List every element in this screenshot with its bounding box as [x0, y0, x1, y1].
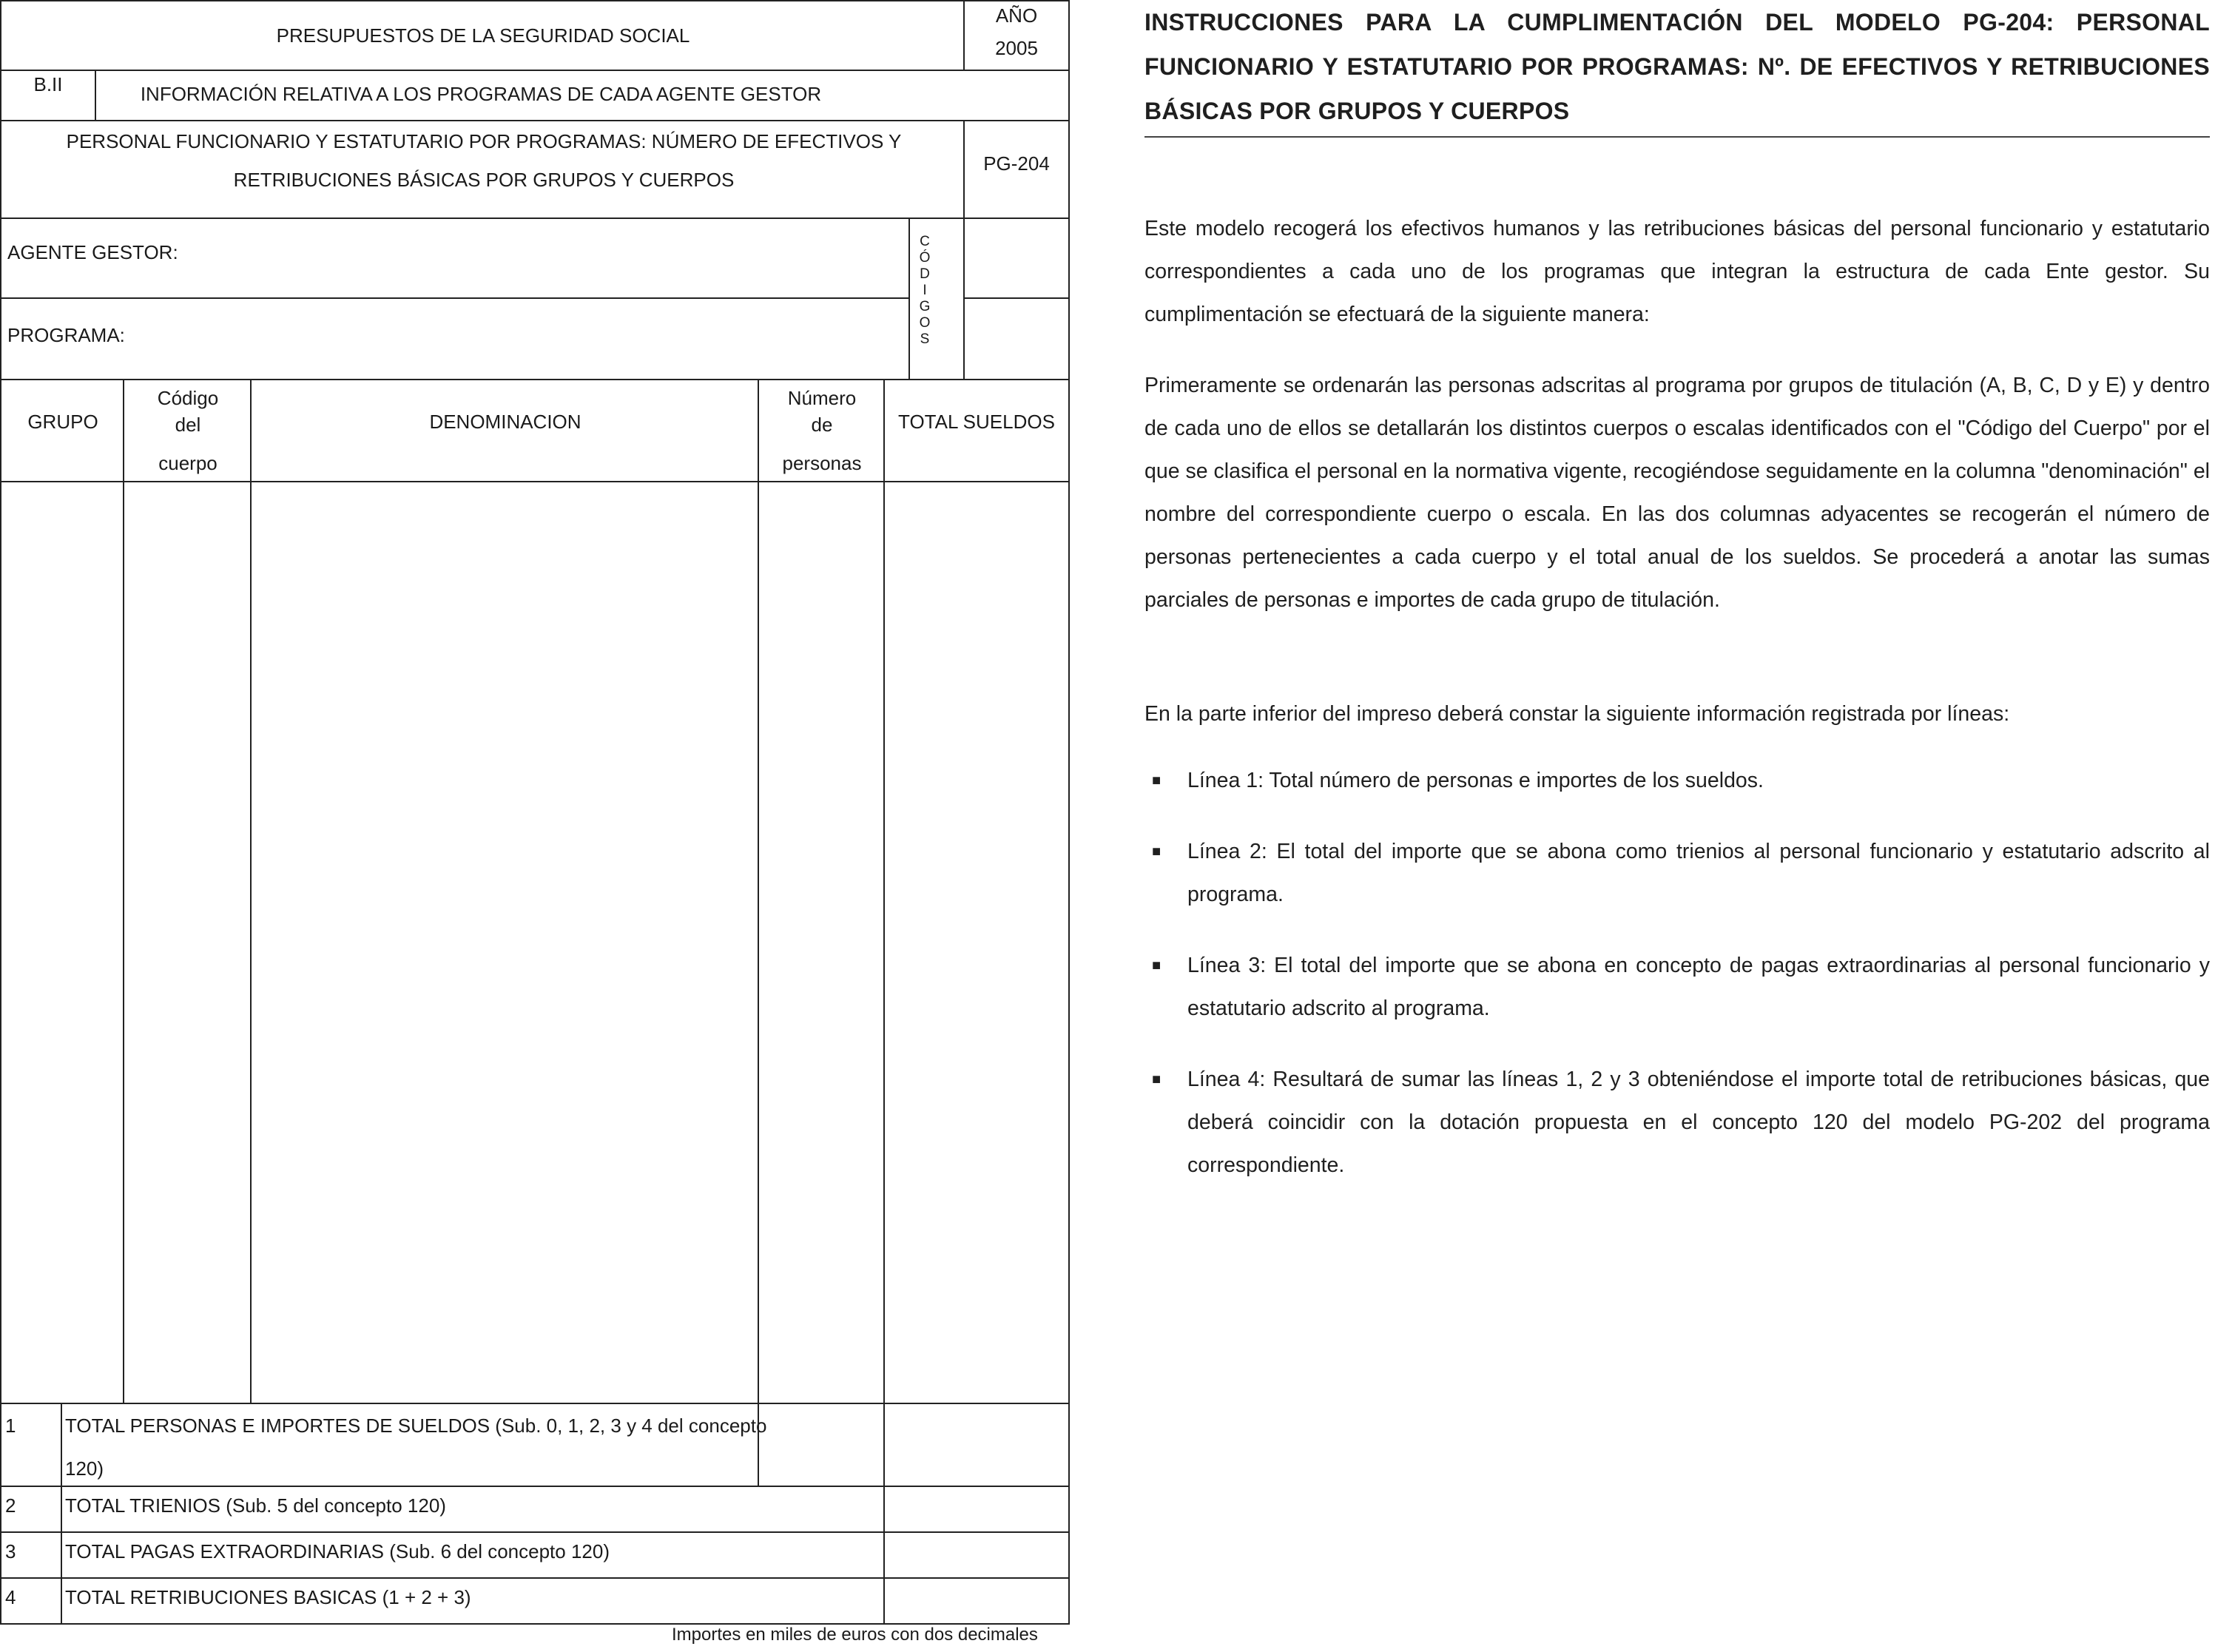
list-item [1144, 1058, 2210, 1187]
model-code-cell [963, 120, 1070, 219]
col-numero-line: Número [787, 387, 857, 409]
col-header-denominacion [250, 379, 759, 482]
instructions-title: INSTRUCCIONES PARA LA CUMPLIMENTACIÓN DEL MODELO PG-204: PERSONAL FUNCIONARIO Y ESTATUTARIO POR PROGRAMAS: Nº. DE EFECTIVOS Y RETRIBUCIONES BÁSICAS POR GRUPOS Y CUERPOS [1144, 9, 2210, 124]
bullet-icon: ■ [1152, 843, 1162, 860]
col-numero-line: personas [782, 452, 862, 474]
col-codigo-line: del [175, 414, 201, 436]
section-code-cell [1, 70, 96, 120]
codes-letter: I [923, 283, 927, 298]
list-item [1144, 830, 2210, 916]
total-row-3 [0, 1531, 885, 1579]
form-pg204 [0, 0, 1070, 1652]
section-title: INFORMACIÓN RELATIVA A LOS PROGRAMAS DE CADA AGENTE GESTOR [140, 83, 822, 105]
list-item [1144, 944, 2210, 1030]
total-sueldos-column-body[interactable] [883, 481, 1070, 1404]
codes-letter: S [920, 331, 930, 347]
codes-letter: G [919, 299, 931, 314]
total-row-number: 4 [5, 1586, 16, 1608]
year-value: 2005 [995, 37, 1038, 59]
form-header-title: PRESUPUESTOS DE LA SEGURIDAD SOCIAL [276, 24, 690, 47]
year-cell [963, 0, 1070, 71]
col-header-numero [758, 379, 885, 482]
total-row-number: 2 [5, 1494, 16, 1517]
agent-code-field[interactable] [963, 218, 1070, 299]
col-numero-line: de [811, 414, 833, 436]
section-row [0, 70, 1070, 121]
total-row-1-personas[interactable] [758, 1403, 885, 1487]
section-code: B.II [33, 73, 63, 95]
instructions-paragraph-lines: En la parte inferior del impreso deberá constar la siguiente información registrada por líneas: [1144, 702, 2010, 726]
col-grupo-label: GRUPO [27, 411, 98, 433]
total-row-4-importe[interactable] [883, 1577, 1070, 1625]
codes-vertical-label [917, 234, 932, 348]
model-code: PG-204 [983, 152, 1050, 175]
agent-gestor-label: AGENTE GESTOR: [7, 241, 178, 263]
codes-letter: Ó [919, 250, 931, 266]
col-header-grupo [0, 379, 124, 482]
instructions-paragraph-detail: Primeramente se ordenarán las personas adscritas al programa por grupos de titulación (A, B, C, D y E) y dentro de cada uno de ellos se detallarán los distintos cuerpos o escalas identificados con el "Código del Cuerpo" por el que se clasifica el personal en la normativa vigente, recogiéndose seguidamente en la columna "denominación" el nombre del correspondiente cuerpo o escala. En las dos columnas adyacentes se recogerán el número de personas pertenecientes a cada cuerpo y el total anual de los sueldos. Se procederá a anotar las sumas parciales de personas e importes de cada grupo de titulación. [1144, 374, 2210, 612]
total-row-2-importe[interactable] [883, 1486, 1070, 1533]
total-row-2 [0, 1486, 885, 1533]
bullet-icon: ■ [1152, 957, 1162, 974]
title-divider [1144, 136, 2210, 138]
codes-letter: D [920, 266, 930, 282]
total-row-1 [0, 1403, 767, 1487]
year-label: AÑO [995, 4, 1038, 27]
amounts-footnote: Importes en miles de euros con dos decimales [672, 1625, 1038, 1645]
total-row-label: TOTAL TRIENIOS (Sub. 5 del concepto 120) [65, 1494, 446, 1517]
model-title-line2: RETRIBUCIONES BÁSICAS POR GRUPOS Y CUERPOS [233, 169, 735, 191]
codes-letter: C [920, 234, 930, 249]
col-total-sueldos-label: TOTAL SUELDOS [898, 411, 1055, 433]
col-codigo-line: Código [157, 387, 219, 409]
model-title-cell [0, 120, 965, 219]
list-item-text: Línea 4: Resultará de sumar las líneas 1, 2 y 3 obteniéndose el importe total de retribuciones básicas, que deberá coincidir con la dotación propuesta en el concepto 120 del modelo PG-202 del programa correspondiente. [1187, 1068, 2210, 1177]
list-item-text: Línea 3: El total del importe que se abona en concepto de pagas extraordinarias al personal funcionario y estatutario adscrito al programa. [1187, 954, 2210, 1020]
total-row-number: 1 [5, 1415, 16, 1437]
codigo-column-body[interactable] [123, 481, 252, 1404]
agent-gestor-field[interactable] [0, 218, 910, 299]
total-row-label-cont: 120) [65, 1457, 104, 1480]
total-row-number: 3 [5, 1540, 16, 1562]
col-header-total-sueldos [883, 379, 1070, 482]
form-header-title-cell [0, 0, 965, 71]
total-row-label: TOTAL RETRIBUCIONES BASICAS (1 + 2 + 3) [65, 1586, 471, 1608]
codes-letter: O [919, 315, 931, 331]
bullet-icon: ■ [1152, 772, 1162, 789]
programa-field[interactable] [0, 297, 910, 380]
col-codigo-line: cuerpo [158, 452, 218, 474]
denominacion-column-body[interactable] [250, 481, 759, 1404]
bullet-icon: ■ [1152, 1071, 1162, 1088]
instructions-paragraph-intro: Este modelo recogerá los efectivos humanos y las retribuciones básicas del personal funcionario y estatutario correspondientes a cada uno de los programas que integran la estructura de cada Ente gestor. Su cumplimentación se efectuará de la siguiente manera: [1144, 217, 2210, 326]
grupo-column-body[interactable] [0, 481, 124, 1404]
total-row-1-importe[interactable] [883, 1403, 1070, 1487]
instructions-line-list [1144, 759, 2210, 1215]
program-code-field[interactable] [963, 297, 1070, 380]
list-item-text: Línea 2: El total del importe que se abona como trienios al personal funcionario y estatutario adscrito al programa. [1187, 840, 2210, 906]
programa-label: PROGRAMA: [7, 324, 125, 346]
total-row-4 [0, 1577, 885, 1625]
model-title-line1: PERSONAL FUNCIONARIO Y ESTATUTARIO POR PROGRAMAS: NÚMERO DE EFECTIVOS Y [66, 130, 902, 152]
total-row-label: TOTAL PAGAS EXTRAORDINARIAS (Sub. 6 del concepto 120) [65, 1540, 610, 1562]
total-row-3-importe[interactable] [883, 1531, 1070, 1579]
col-header-codigo [123, 379, 252, 482]
list-item [1144, 759, 2210, 802]
numero-column-body[interactable] [758, 481, 885, 1404]
col-denominacion-label: DENOMINACION [429, 411, 581, 433]
list-item-text: Línea 1: Total número de personas e importes de los sueldos. [1187, 769, 1764, 792]
total-row-label: TOTAL PERSONAS E IMPORTES DE SUELDOS (Sub. 0, 1, 2, 3 y 4 del concepto [65, 1415, 767, 1437]
